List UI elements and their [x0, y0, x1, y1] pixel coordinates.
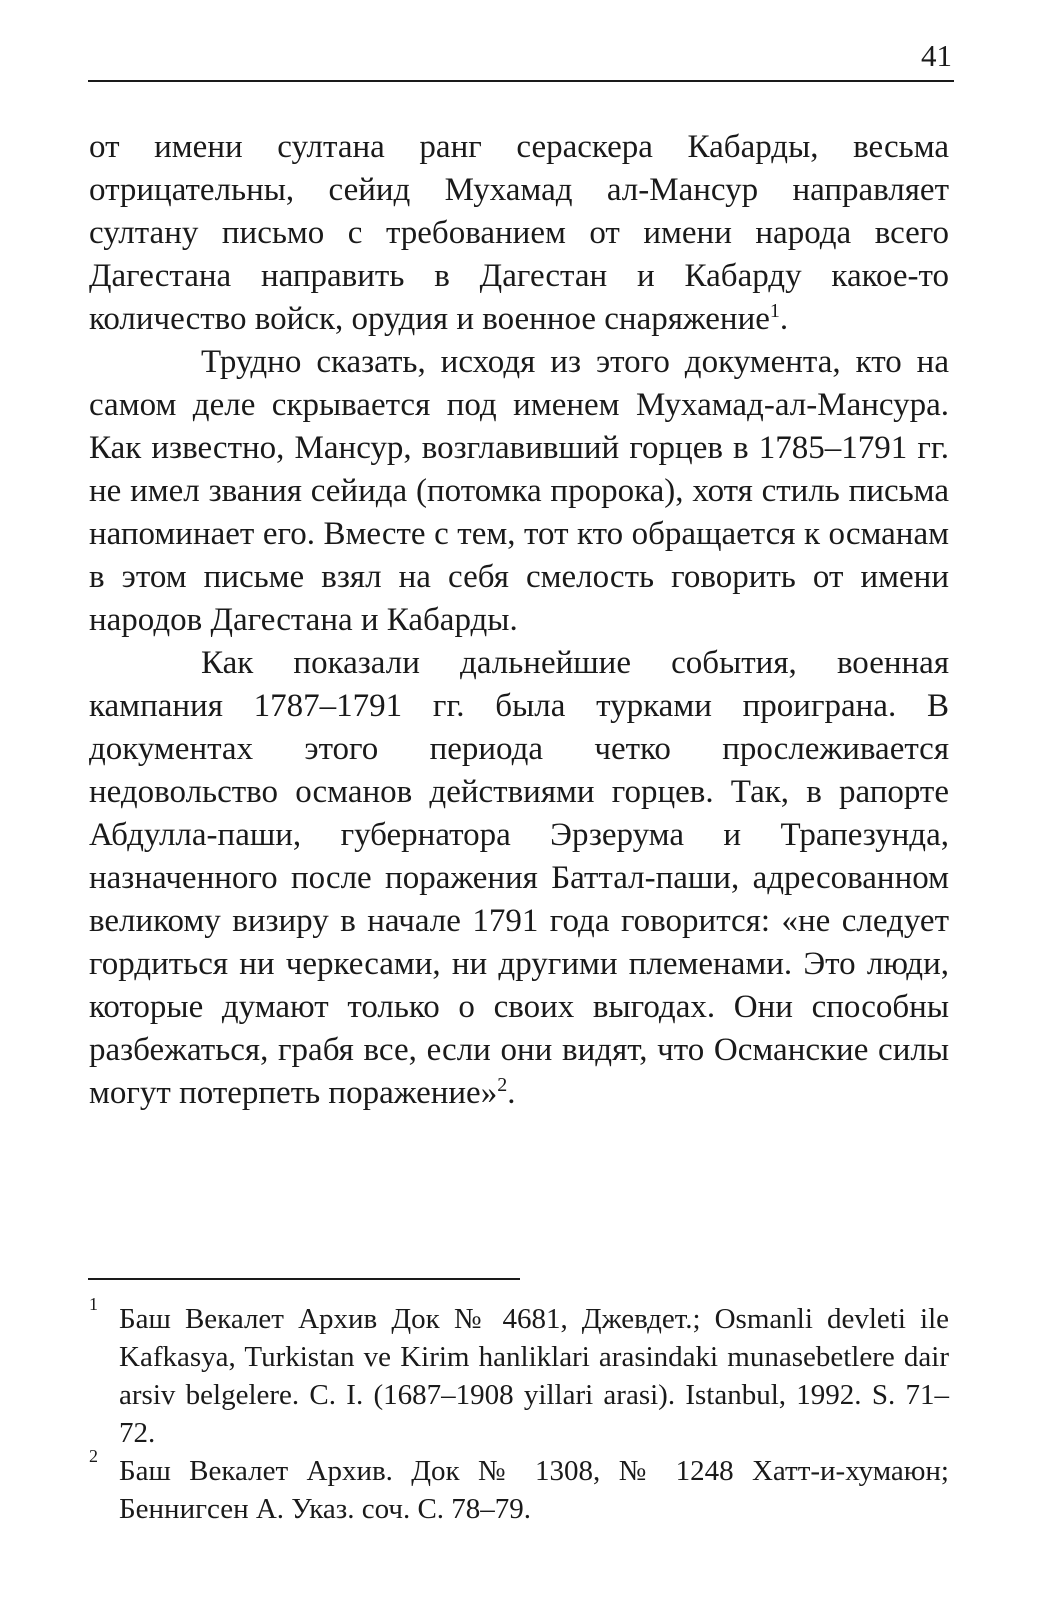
- paragraph-text: Как показали дальнейшие события, военная кампания 1787–1791 гг. была турками проиграна. В документах этого периода четко прослеживается недовольство османов действиями горцев. Так, в рапорте Абдулла-паши, губернатора Эрзерума и Трапезунда, назначенного после поражения Баттал-паши, адресованном великому визиру в начале 1791 года говорится: «не следует гордиться ни черкесами, ни другими племенами. Это люди, которые думают только о своих выгодах. Они способны разбежаться, грабя все, если они видят, что Османские силы могут потерпеть поражение»: [89, 645, 949, 1111]
- paragraph-tail: .: [507, 1075, 516, 1111]
- paragraph-tail: .: [779, 301, 789, 337]
- footnote-text: Баш Векалет Архив Док № 4681, Джевдет.; Osmanli devleti ile Kafkasya, Turkistan ve Kirim hanliklari arasindaki munasebetlere dair arsiv belgelere. C. I. (1687–1908 yillari arasi). Istanbul, 1992. S. 71–72.: [119, 1303, 949, 1449]
- footnotes: [89, 1294, 949, 1528]
- footnote-mark: 2: [89, 1446, 98, 1466]
- paragraph: [89, 341, 949, 642]
- footnote-reference: 2: [497, 1074, 508, 1096]
- footnote: [89, 1294, 949, 1452]
- main-text: [89, 126, 949, 1115]
- footnote-reference: 1: [769, 300, 780, 322]
- page-number: 41: [921, 38, 952, 73]
- footnote: [89, 1446, 949, 1528]
- paragraph-text: от имени султана ранг сераскера Кабарды, весьма отрицательны, сейид Мухамад ал-Мансур направляет султану письмо с требованием от имени народа всего Дагестана направить в Дагестан и Кабарду какое-то количество войск, орудия и военное снаряжение: [89, 129, 949, 337]
- footnote-mark: 1: [89, 1294, 98, 1314]
- paragraph: [89, 126, 949, 341]
- footnote-separator: [88, 1278, 520, 1280]
- header-rule: [88, 80, 954, 82]
- paragraph-text: Трудно сказать, исходя из этого документа, кто на самом деле скрывается под именем Мухамад-ал-Мансура. Как известно, Мансур, возглавивший горцев в 1785–1791 гг. не имел звания сейида (потомка пророка), хотя стиль письма напоминает его. Вместе с тем, тот кто обращается к османам в этом письме взял на себя смелость говорить от имени народов Дагестана и Кабарды.: [89, 344, 949, 638]
- paragraph: [89, 642, 949, 1115]
- footnote-text: Баш Векалет Архив. Док № 1308, № 1248 Хатт-и-хумаюн; Беннигсен А. Указ. соч. С. 78–79.: [119, 1455, 949, 1525]
